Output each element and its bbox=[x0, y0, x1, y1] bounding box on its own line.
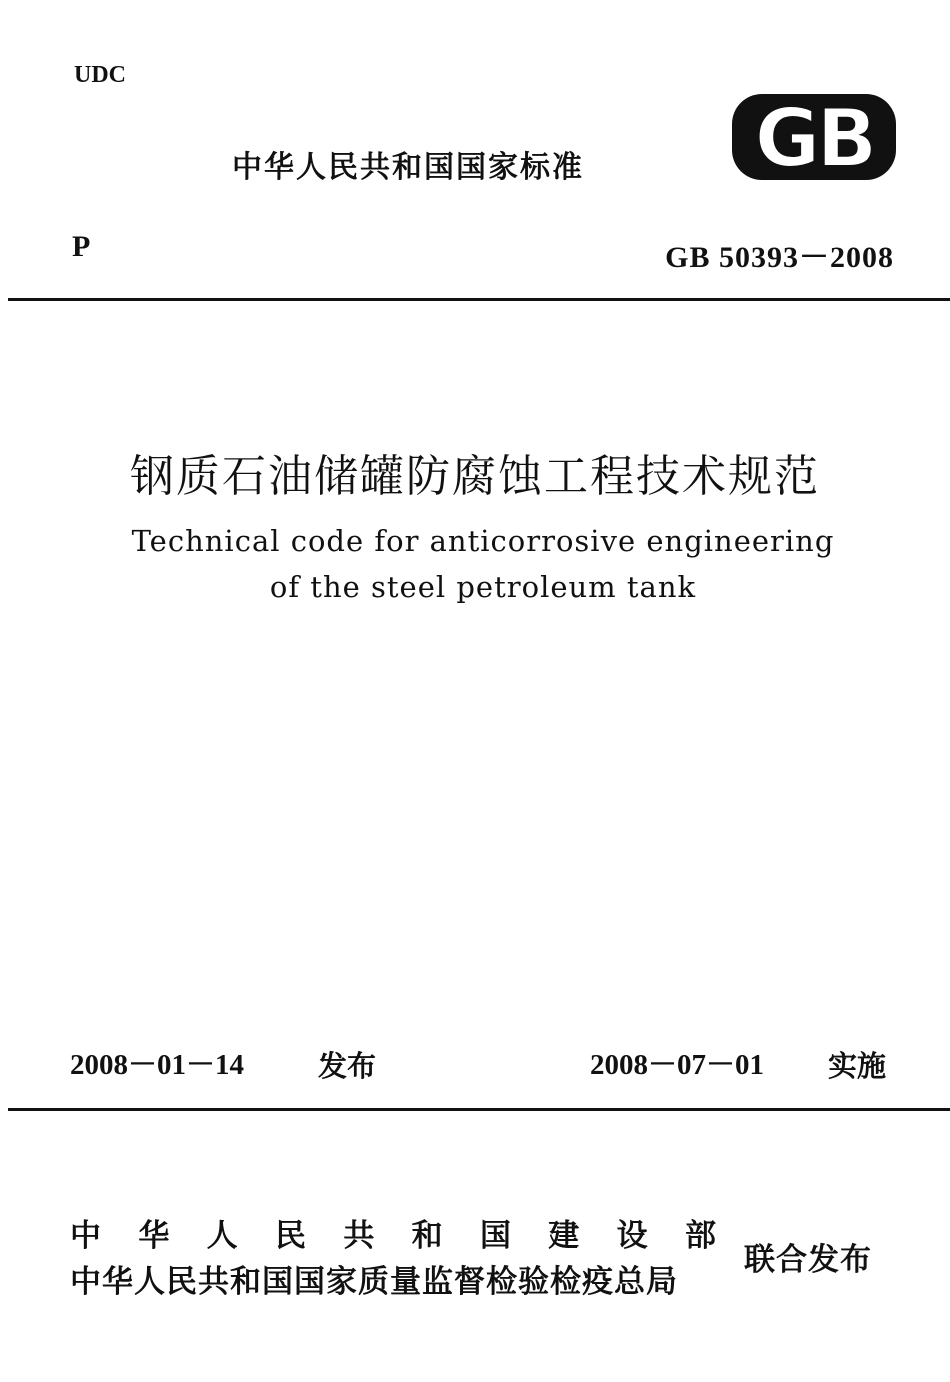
title-english-line2: of the steel petroleum tank bbox=[269, 570, 697, 604]
national-standard-heading: 中华人民共和国国家标准 bbox=[232, 150, 584, 185]
issue-date: 2008－01－14 bbox=[70, 1049, 245, 1081]
title-chinese: 钢质石油储罐防腐蚀工程技术规范 bbox=[130, 451, 820, 502]
publisher-aqsiq: 中华人民共和国国家质量监督检验检疫总局 bbox=[70, 1264, 678, 1300]
issue-label: 发布 bbox=[318, 1049, 377, 1083]
publisher-ministry-char: 人 bbox=[206, 1218, 238, 1254]
publisher-ministry-char: 设 bbox=[616, 1218, 648, 1254]
top-divider bbox=[8, 298, 950, 301]
standard-number: GB 50393－2008 bbox=[665, 241, 894, 274]
publisher-ministry-char: 华 bbox=[138, 1218, 170, 1254]
gb-logo bbox=[730, 90, 898, 184]
implementation-date: 2008－07－01 bbox=[590, 1049, 765, 1081]
publisher-ministry-char: 民 bbox=[274, 1218, 306, 1254]
title-english-line1: Technical code for anticorrosive engineering bbox=[131, 524, 835, 558]
implementation-label: 实施 bbox=[828, 1049, 887, 1083]
gb-logo-text: GB bbox=[754, 92, 874, 184]
udc-label: UDC bbox=[74, 62, 126, 88]
publisher-ministry bbox=[70, 1210, 716, 1255]
publisher-ministry-char: 共 bbox=[343, 1218, 375, 1254]
publisher-ministry-char: 建 bbox=[548, 1218, 580, 1254]
bottom-divider bbox=[8, 1108, 950, 1111]
publisher-ministry-char: 国 bbox=[479, 1218, 511, 1254]
joint-issue-label: 联合发布 bbox=[744, 1242, 872, 1278]
publisher-ministry-char: 部 bbox=[684, 1218, 716, 1254]
publisher-ministry-char: 和 bbox=[411, 1218, 443, 1254]
publisher-ministry-char: 中 bbox=[70, 1218, 101, 1254]
classification-code: P bbox=[72, 230, 91, 263]
